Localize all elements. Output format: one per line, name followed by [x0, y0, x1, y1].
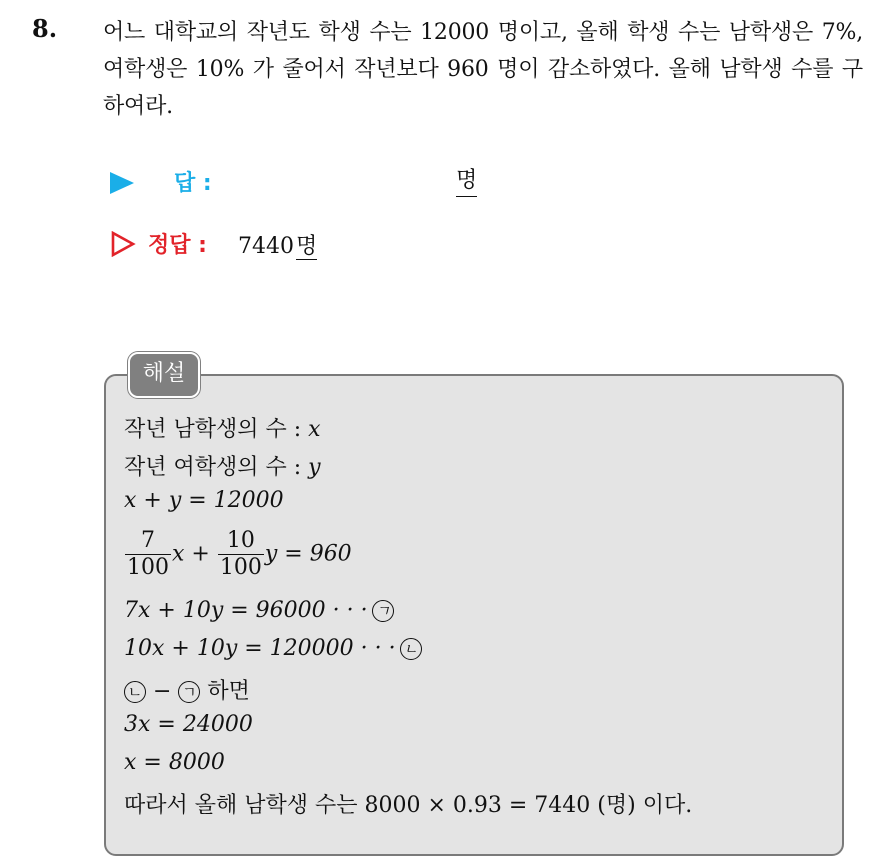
line5-eq: 7x + 10y = 96000 · · ·: [124, 598, 368, 623]
circled-giyeok-icon: ㄱ: [178, 681, 200, 703]
solution-line-7: [124, 674, 250, 705]
line4-end: y = 960: [264, 541, 352, 567]
solution-line-2: [124, 450, 321, 481]
fraction-2-num: 10: [218, 528, 264, 555]
answer-label: 답 :: [174, 171, 212, 196]
correct-answer-row: [110, 228, 510, 262]
problem-text: 어느 대학교의 작년도 학생 수는 12000 명이고, 올해 학생 수는 남학생은 7%, 여학생은 10% 가 줄어서 작년보다 960 명이 감소하였다. 올해 남학생 수를 구하여라.: [103, 20, 863, 119]
solution-line-8: 3x = 24000: [124, 712, 253, 737]
solution-line-5: [124, 598, 394, 623]
correct-number: 7440: [238, 234, 294, 259]
fraction-2: [218, 528, 264, 581]
outline-triangle-icon: [110, 231, 136, 257]
solution-line-4: [124, 528, 352, 581]
correct-value: [238, 229, 317, 260]
line7-minus: −: [146, 679, 179, 704]
correct-unit: 명: [296, 234, 318, 259]
answer-unit: 명: [456, 166, 477, 197]
solution-line-3: x + y = 12000: [124, 488, 284, 513]
line6-eq: 10x + 10y = 120000 · · ·: [124, 636, 396, 661]
solution-tab: 해설: [128, 352, 200, 398]
solution-line-9: x = 8000: [124, 750, 225, 775]
line1-text: 작년 남학생의 수 :: [124, 417, 309, 442]
solution-line-1: [124, 412, 321, 443]
line7-text: 하면: [200, 679, 250, 704]
line2-var: y: [308, 455, 321, 480]
fraction-2-den: 100: [219, 555, 262, 580]
fraction-1: [125, 528, 171, 581]
answer-row: [110, 166, 510, 200]
problem-number: 8.: [32, 14, 58, 43]
solution-line-6: [124, 636, 422, 661]
fraction-1-den: 100: [127, 555, 169, 580]
line4-mid: x +: [172, 541, 210, 567]
circled-nieun-icon: ㄴ: [400, 638, 422, 660]
circled-giyeok-icon: ㄱ: [372, 600, 394, 622]
correct-label: 정답 :: [148, 233, 207, 258]
solution-line-10: 따라서 올해 남학생 수는 8000 × 0.93 = 7440 (명) 이다.: [124, 793, 693, 818]
fraction-1-num: 7: [125, 528, 171, 555]
play-triangle-icon: [110, 172, 134, 194]
circled-nieun-icon: ㄴ: [124, 681, 146, 703]
line2-text: 작년 여학생의 수 :: [124, 455, 309, 480]
line1-var: x: [308, 417, 321, 442]
